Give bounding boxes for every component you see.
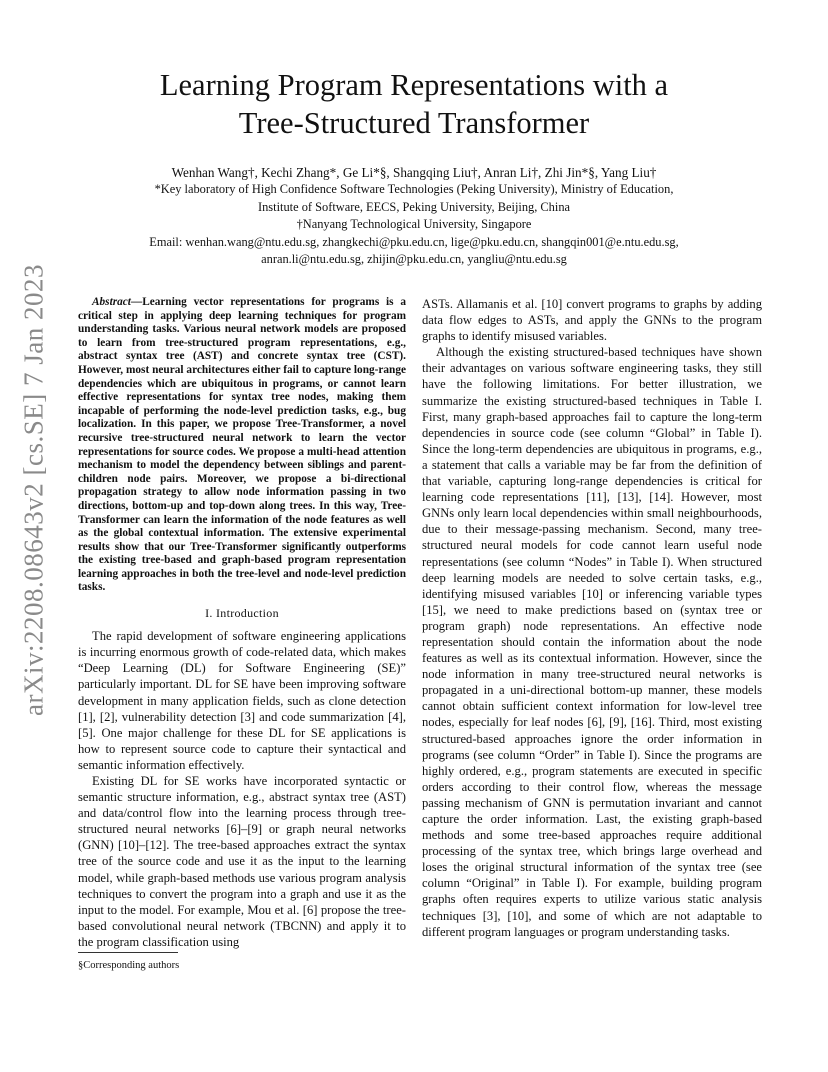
paper-title: Learning Program Representations with a Tree-Structured Transformer <box>159 68 669 140</box>
section-heading-introduction: I. Introduction <box>205 606 279 621</box>
right-column <box>422 296 762 940</box>
affiliation-2: Institute of Software, EECS, Peking University, Beijing, China <box>257 199 571 214</box>
footnote: §Corresponding authors <box>78 960 180 971</box>
left-column <box>78 296 406 950</box>
affiliation-1: *Key laboratory of High Confidence Software Technologies (Peking University), Ministry of Education, <box>154 182 674 196</box>
right-paragraph-2: Although the existing structured-based techniques have shown their advantages on various software engineering tasks, they still have the following limitations. For better illustration, we summarize the existing structured-based techniques in Table I. First, many graph-based approaches fail to capture the long-term dependencies in source code (see column “Global” in Table I). Since the long-term dependencies are ubiquitous in programs, e.g., a statement that calls a variable may be far from the definition of that variable, capturing long-range dependencies is critical for learning code representations [11], [13], [14]. However, most GNNs only learn local dependencies within small neighbourhoods, due to their message-passing mechanism. Second, many tree-structured neural models for code cannot learn useful node representations (see column “Nodes” in Table I). When structured deep learning models are needed to solve certain tasks, e.g., identifying misused variables [10] or inferencing variable types [15], we need to make predictions based on (syntax tree or program graph) node representations. An effective node representation should contain the information about the node features as well as its contextual information. However, since the node information in many tree-structured neural networks is propagated in a uni-directional bottom-up manner, these models cannot obtain sufficient context information for low-level tree nodes, especially for leaf nodes [6], [9], [16]. Third, most existing structured-based approaches ignore the order information in programs (see column “Order” in Table I). Since the programs are highly ordered, e.g., program statements are executed in specific orders according to their control flow, whereas the message passing mechanism of GNN is permutation invariant and cannot capture the order information. Last, the existing graph-based methods and some tree-based approaches require additional processing of the syntax tree, which brings large overhead and loses the original structural information of the syntax tree (see column “Original” in Table I). For example, building program graphs often requires experts to utilize various static analysis techniques [3], [10], and some of which are not adaptable to different program languages or program understanding tasks. <box>422 345 762 939</box>
email-line-2: anran.li@ntu.edu.sg, zhijin@pku.edu.cn, yangliu@ntu.edu.sg <box>261 252 567 266</box>
abstract: Abstract—Learning vector representations for programs is a critical step in applying deep learning techniques for program understanding tasks. Various neural network models are proposed to learn from tree-structured program representations, e.g., abstract syntax tree (AST) and concrete syntax tree (CST). However, most neural architectures either fail to capture long-range dependencies which are ubiquitous in programs, or cannot learn effective representations for syntax tree nodes, making them incapable of performing the node-level prediction tasks, e.g., bug localization. In this paper, we propose Tree-Transformer, a novel recursive tree-structured neural network to learn the vector representations for source codes. We propose a multi-head attention mechanism to model the dependency between siblings and parent-children node pairs. Moreover, we propose a bi-directional propagation strategy to allow node information passing in two directions, bottom-up and top-down along trees. In this way, Tree-Transformer can learn the information of the node features as well as the global contextual information. The extensive experimental results show that our Tree-Transformer significantly outperforms the existing tree-based and graph-based program representation learning approaches in both the tree-level and node-level prediction tasks. <box>78 296 406 594</box>
intro-paragraph-1: The rapid development of software engineering applications is incurring enormous growth of code-related data, which makes “Deep Learning (DL) for Software Engineering (SE)” particularly important. DL for SE have been improving software development in many application fields, such as clone detection [1], [2], vulnerability detection [3] and code summarization [4], [5]. One major challenge for these DL for SE applications is how to represent source code to capture their syntactical and semantic information effectively. <box>78 629 406 772</box>
affiliation-3: †Nanyang Technological University, Singapore <box>296 217 532 231</box>
footnote-rule <box>78 952 178 953</box>
email-line-1: Email: wenhan.wang@ntu.edu.sg, zhangkechi@pku.edu.cn, lige@pku.edu.cn, shangqin001@e.ntu.edu.sg, <box>149 234 679 249</box>
intro-paragraph-2: Existing DL for SE works have incorporated syntactic or semantic structure information, e.g., abstract syntax tree (AST) and data/control flow into the learning process through tree-structured neural networks [6]–[9] or graph neural networks (GNN) [10]–[12]. The tree-based approaches extract the syntax tree of the source code and use it as the input to the learning model, while graph-based methods use various program analysis techniques to convert the program into a graph and use it as the input to the model. For example, Mou et al. [6] propose the tree-based convolutional neural network (TBCNN) and apply it to the program classification using <box>78 774 406 949</box>
author-list: Wenhan Wang†, Kechi Zhang*, Ge Li*§, Shangqing Liu†, Anran Li†, Zhi Jin*§, Yang Liu† <box>171 165 657 180</box>
arxiv-sidebar-id: arXiv:2208.08643v2 [cs.SE] 7 Jan 2023 <box>18 264 49 716</box>
right-paragraph-1: ASTs. Allamanis et al. [10] convert programs to graphs by adding data flow edges to ASTs, and apply the GNNs to the program graphs to identify misused variables. <box>422 297 762 344</box>
